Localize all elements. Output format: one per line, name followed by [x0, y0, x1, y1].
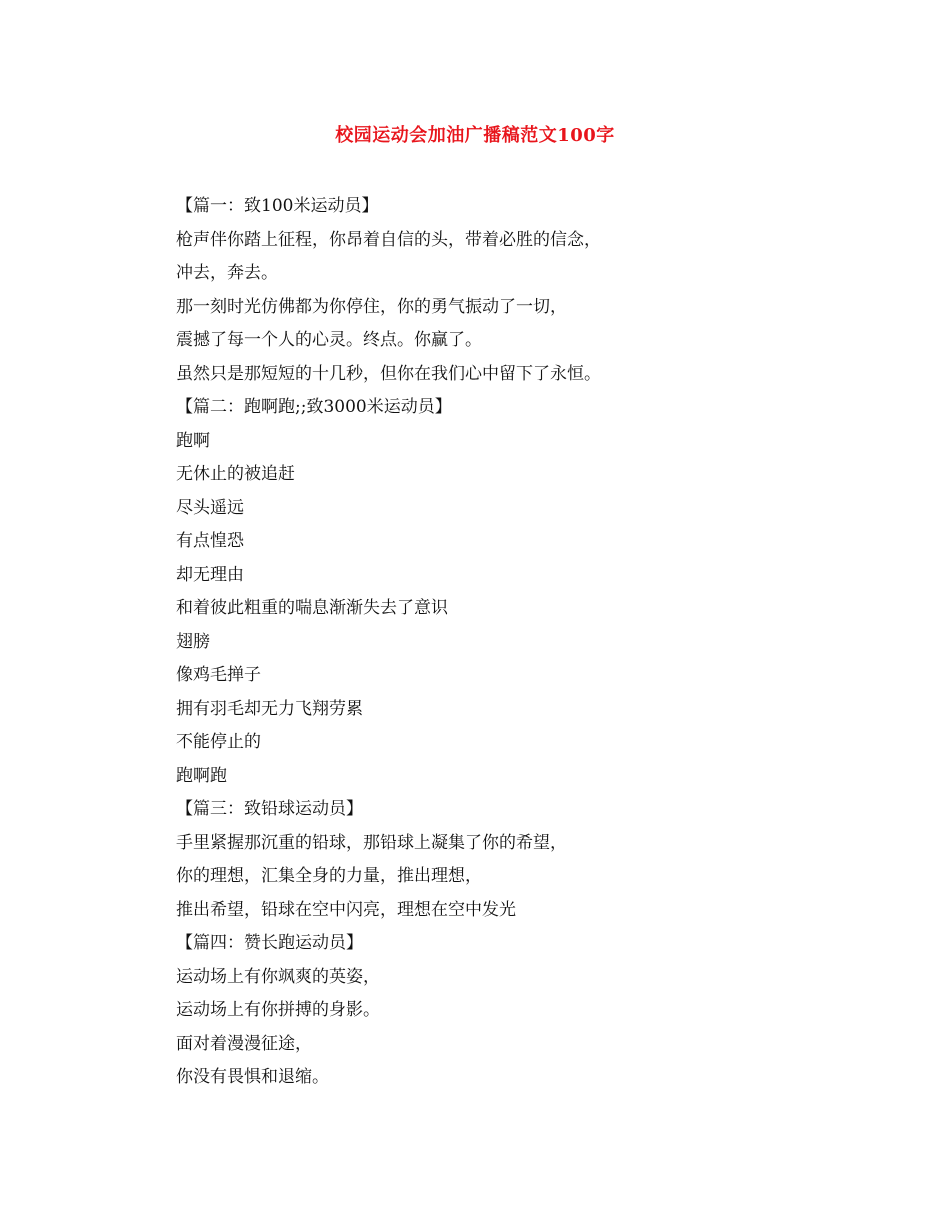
text-line: 像鸡毛掸子: [176, 665, 261, 685]
text-line: 枪声伴你踏上征程，你昂着自信的头，带着必胜的信念，: [176, 229, 601, 250]
text-line: 不能停止的: [176, 732, 261, 752]
text-line: 和着彼此粗重的喘息渐渐失去了意识: [176, 598, 448, 618]
text-line: 却无理由: [176, 564, 244, 585]
text-line: 跑啊: [176, 430, 210, 451]
section-heading-2: 【篇二：跑啊跑;;致3000米运动员】: [176, 397, 452, 417]
section-heading-4: 【篇四：赞长跑运动员】: [176, 933, 363, 953]
text-line: 那一刻时光仿佛都为你停住，你的勇气振动了一切，: [176, 296, 567, 317]
section-heading-3: 【篇三：致铅球运动员】: [176, 799, 363, 819]
section-heading-1: 【篇一：致100米运动员】: [176, 196, 379, 216]
text-line: 推出希望，铅球在空中闪亮，理想在空中发光: [176, 899, 516, 920]
text-line: 手里紧握那沉重的铅球，那铅球上凝集了你的希望，: [176, 832, 567, 853]
text-line: 跑啊跑: [176, 765, 227, 786]
text-line: 震撼了每一个人的心灵。终点。你赢了。: [176, 330, 482, 350]
document-body: [176, 190, 816, 1095]
text-line: 运动场上有你拼搏的身影。: [176, 1000, 380, 1020]
text-line: 你的理想，汇集全身的力量，推出理想，: [176, 866, 482, 886]
text-line: 有点惶恐: [176, 531, 244, 551]
text-line: 面对着漫漫征途，: [176, 1033, 312, 1054]
document-title: 校园运动会加油广播稿范文100字: [335, 125, 615, 146]
text-line: 尽头遥远: [176, 497, 244, 518]
text-line: 你没有畏惧和退缩。: [176, 1067, 329, 1087]
text-line: 拥有羽毛却无力飞翔劳累: [176, 698, 363, 719]
text-line: 虽然只是那短短的十几秒，但你在我们心中留下了永恒。: [176, 363, 601, 384]
text-line: 运动场上有你飒爽的英姿，: [176, 966, 380, 987]
text-line: 冲去，奔去。: [176, 263, 278, 283]
text-line: 无休止的被追赶: [176, 464, 295, 484]
text-line: 翅膀: [176, 631, 210, 652]
